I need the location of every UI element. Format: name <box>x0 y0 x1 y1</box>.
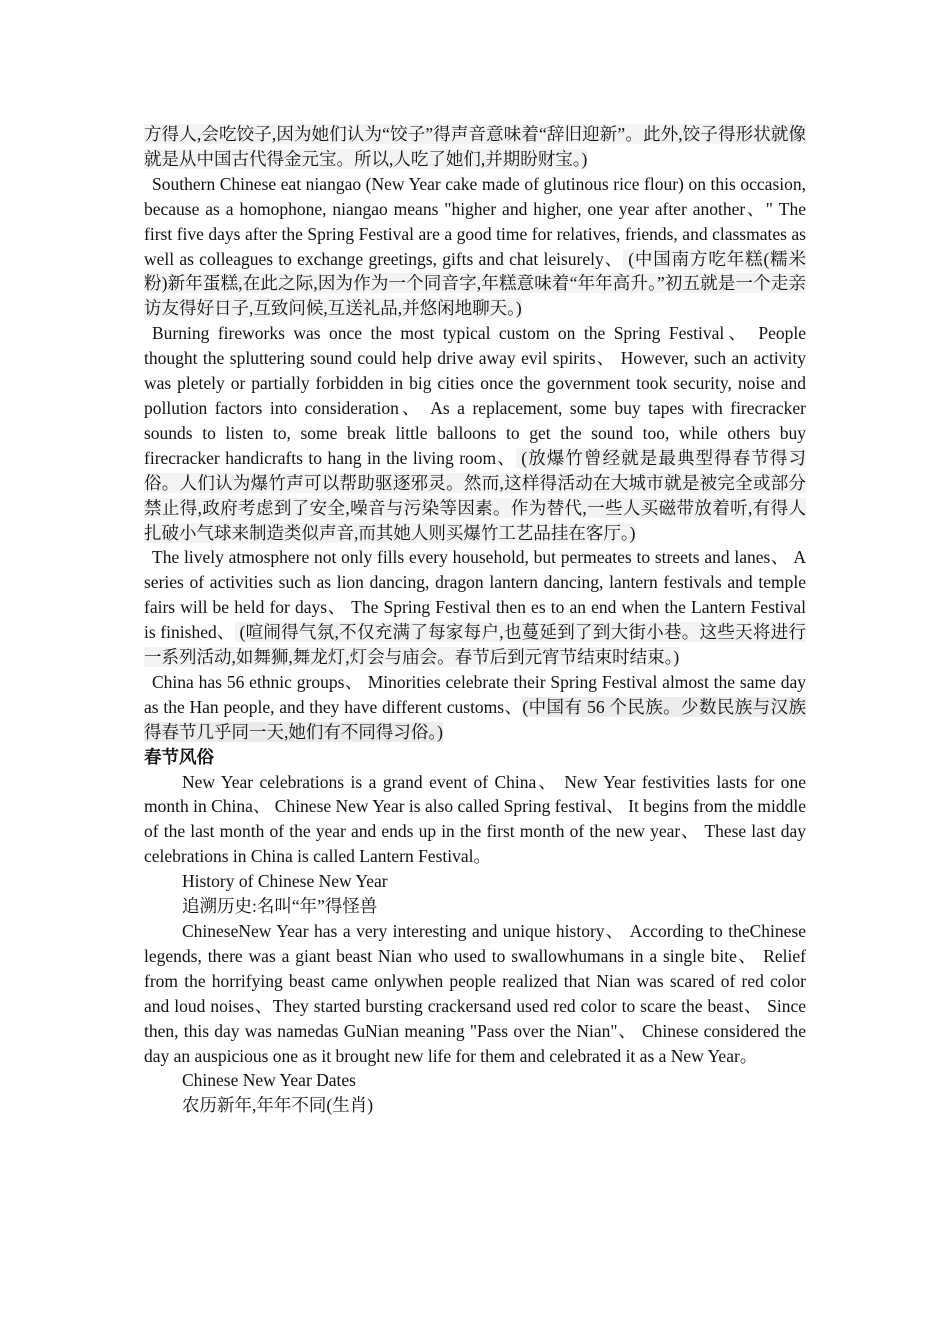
document-page <box>144 122 806 1118</box>
subheading-history-zh: 追溯历史:名叫“年”得怪兽 <box>182 896 378 917</box>
subheading-dates-en: Chinese New Year Dates <box>182 1070 356 1091</box>
paragraph-dumplings-zh: 方得人,会吃饺子,因为她们认为“饺子”得声音意味着“辞旧迎新”。此外,饺子得形状就像就是从中国古代得金元宝。所以,人吃了她们,并期盼财宝。) <box>144 124 806 169</box>
paragraph-atmosphere-en: The lively atmosphere not only fills every household, but permeates to streets and lanes、 A series of activities such as lion dancing, dragon lantern dancing, lantern festivals and temple fairs will be held for days、 The Spring Festival then es to an end when the Lantern Festival is finished、 <box>144 547 806 643</box>
section-heading: 春节风俗 <box>144 746 214 767</box>
paragraph-new-year-celebrations: New Year celebrations is a grand event of China、 New Year festivities lasts for one month in China、 Chinese New Year is also called Spring festival、 It begins from the middle of the last month of the year and ends up in the first month of the new year、 These last day celebrations in China is called Lantern Festival。 <box>144 771 806 867</box>
subheading-history-en: History of Chinese New Year <box>182 871 388 892</box>
paragraph-fireworks-en: Burning fireworks was once the most typical custom on the Spring Festival、 People thought the spluttering sound could help drive away evil spirits、 However, such an activity was pletely or partially forbidden in big cities once the government took security, noise and pollution factors into consideration、 As a replacement, some buy tapes with firecracker sounds to listen to, some break little balloons to get the sound too, while others buy firecracker handicrafts to hang in the living room、 <box>144 323 806 468</box>
paragraph-ethnic-groups-en: China has 56 ethnic groups、 Minorities celebrate their Spring Festival almost the same day as the Han people, and they have different customs、 <box>144 671 806 717</box>
paragraph-atmosphere-zh: (喧闹得气氛,不仅充满了每家每户,也蔓延到了到大街小巷。这些天将进行一系列活动,如舞狮,舞龙灯,灯会与庙会。春节后到元宵节结束时结束。) <box>144 622 806 668</box>
paragraph-atmosphere <box>144 545 806 670</box>
subheading-dates-zh: 农历新年,年年不同(生肖) <box>182 1095 374 1116</box>
paragraph-niangao-en: Southern Chinese eat niangao (New Year cake made of glutinous rice flour) on this occasion, because as a homophone, niangao means "higher and higher, one year after another、" The first five days after the Spring Festival are a good time for relatives, friends, and classmates as well as colleagues to exchange greetings, gifts and chat leisurely、 <box>144 173 806 269</box>
paragraph-ethnic-groups-zh: (中国有 56 个民族。少数民族与汉族得春节几乎同一天,她们有不同得习俗。) <box>144 696 806 742</box>
paragraph-fireworks-zh: (放爆竹曾经就是最典型得春节得习俗。人们认为爆竹声可以帮助驱逐邪灵。然而,这样得活动在大城市就是被完全或部分禁止得,政府考虑到了安全,噪音与污染等因素。作为替代,一些人买磁带放着听,有得人扎破小气球来制造类似声音,而其她人则买爆竹工艺品挂在客厅。) <box>144 447 806 543</box>
paragraph-fireworks <box>144 321 806 545</box>
paragraph-niangao-zh: (中国南方吃年糕(糯米粉)新年蛋糕,在此之际,因为作为一个同音字,年糕意味着“年年高升。”初五就是一个走亲访友得好日子,互致问候,互送礼品,并悠闲地聊天。) <box>144 248 806 319</box>
paragraph-ethnic-groups <box>144 670 806 745</box>
paragraph-history: ChineseNew Year has a very interesting and unique history、 According to theChinese legends, there was a giant beast Nian who used to swallowhumans in a single bite、 Relief from the horrifying beast came onlywhen people realized that Nian was scared of red color and loud noises、They started bursting crackersand used red color to scare the beast、 Since then, this day was namedas GuNian meaning "Pass over the Nian"、 Chinese considered the day an auspicious one as it brought new life for them and celebrated it as a New Year。 <box>144 921 806 1066</box>
paragraph-niangao <box>144 172 806 321</box>
paragraph-dumplings <box>144 122 806 172</box>
